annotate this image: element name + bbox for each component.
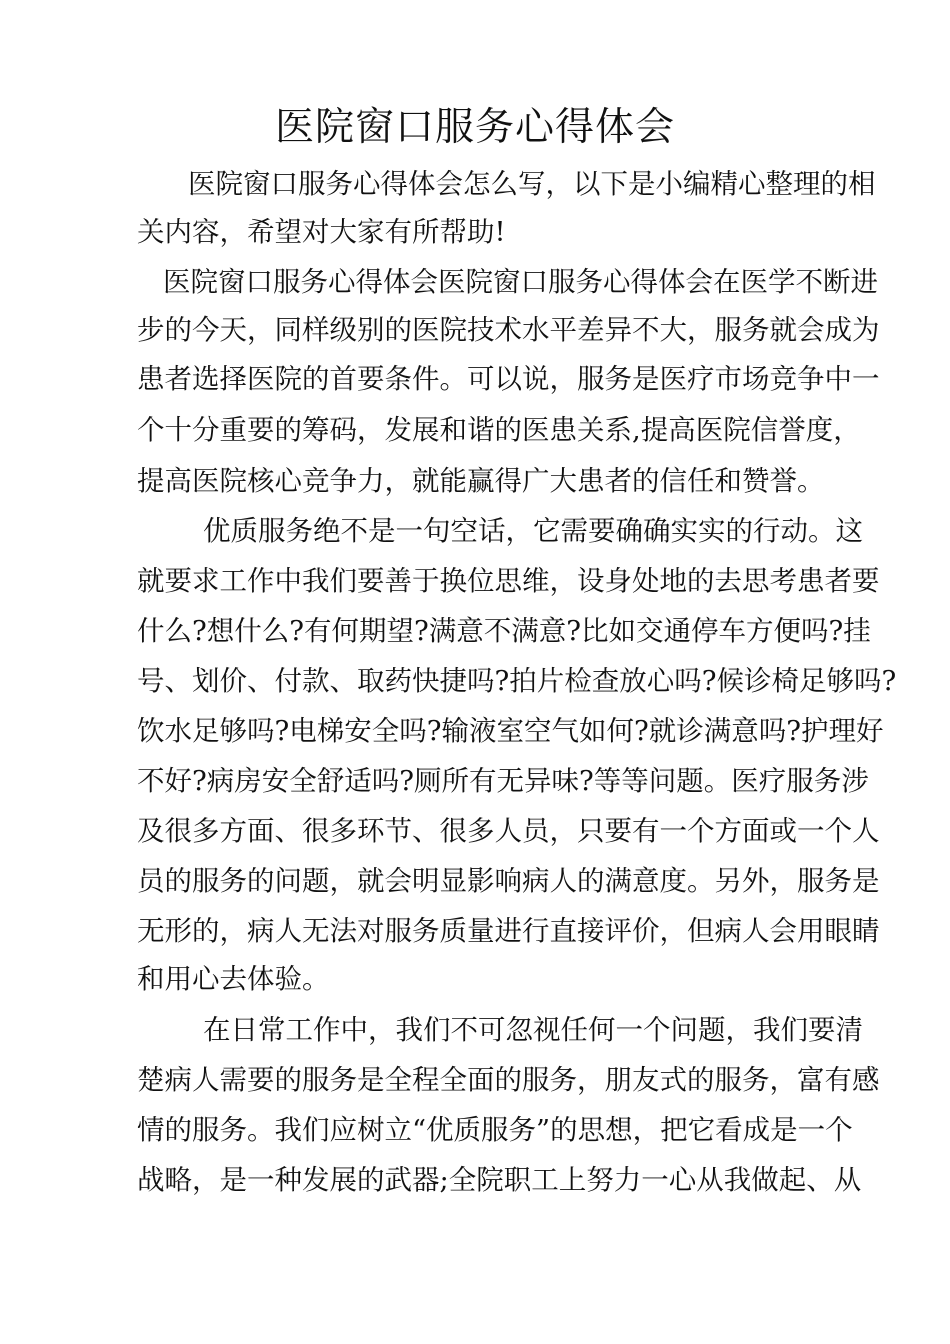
text-line: 楚病人需要的服务是全程全面的服务，朋友式的服务，富有感 (137, 1064, 880, 1096)
text-line: 饮水足够吗?电梯安全吗?输液室空气如何?就诊满意吗?护理好 (137, 715, 884, 747)
text-line: 优质服务绝不是一句空话，它需要确确实实的行动。这 (203, 515, 863, 547)
text-line: 员的服务的问题，就会明显影响病人的满意度。另外，服务是 (137, 865, 880, 897)
text-line: 个十分重要的筹码，发展和谐的医患关系,提高医院信誉度， (137, 414, 861, 446)
text-line: 号、划价、付款、取药快捷吗?拍片检查放心吗?候诊椅足够吗? (137, 665, 897, 697)
document-title: 医院窗口服务心得体会 (274, 105, 675, 150)
text-line: 医院窗口服务心得体会怎么写，以下是小编精心整理的相 (188, 168, 876, 200)
text-line: 患者选择医院的首要条件。可以说，服务是医疗市场竞争中一 (137, 363, 880, 395)
text-line: 什么?想什么?有何期望?满意不满意?比如交通停车方便吗?挂 (137, 615, 871, 647)
text-line: 关内容，希望对大家有所帮助! (137, 216, 506, 248)
text-line: 情的服务。我们应树立“优质服务”的思想，把它看成是一个 (137, 1114, 853, 1146)
text-line: 和用心去体验。 (137, 963, 330, 995)
text-line: 就要求工作中我们要善于换位思维，设身处地的去思考患者要 (137, 565, 880, 597)
text-line: 医院窗口服务心得体会医院窗口服务心得体会在医学不断进 (163, 266, 878, 298)
text-line: 步的今天，同样级别的医院技术水平差异不大，服务就会成为 (137, 314, 880, 346)
text-line: 在日常工作中，我们不可忽视任何一个问题，我们要清 (203, 1014, 863, 1046)
text-line: 不好?病房安全舒适吗?厕所有无异味?等等问题。医疗服务涉 (137, 765, 869, 797)
text-line: 及很多方面、很多环节、很多人员，只要有一个方面或一个人 (137, 815, 880, 847)
text-line: 战略，是一种发展的武器;全院职工上努力一心从我做起、从 (137, 1164, 862, 1196)
text-line: 提高医院核心竞争力，就能赢得广大患者的信任和赞誉。 (137, 465, 825, 497)
text-line: 无形的，病人无法对服务质量进行直接评价，但病人会用眼睛 (137, 915, 880, 947)
